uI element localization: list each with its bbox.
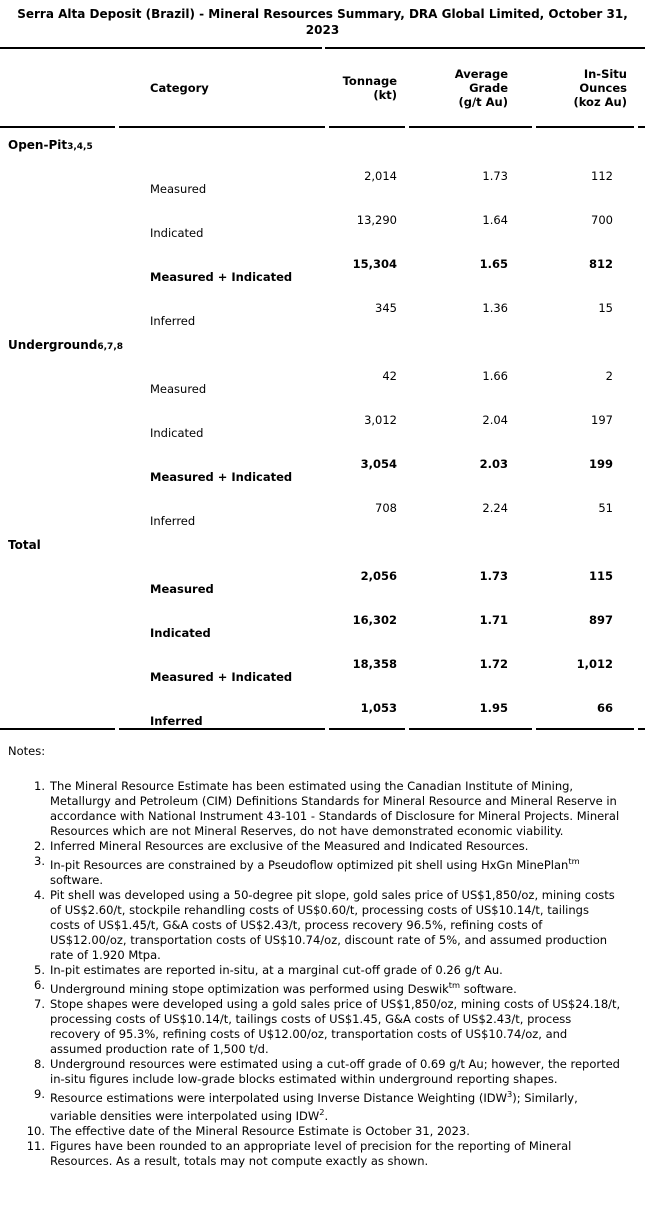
header-tonnage-line1: Tonnage: [342, 73, 397, 88]
note-item: [0, 839, 645, 854]
tonnage-cell: 13,290: [356, 213, 397, 227]
tonnage-cell: 18,358: [352, 657, 397, 671]
tonnage-cell: 345: [375, 301, 397, 315]
row-spacer: [0, 484, 115, 528]
note-text: In-pit estimates are reported in-situ, at a marginal cut-off grade of 0.26 g/t Au.: [50, 962, 503, 977]
note-item: [0, 1087, 645, 1125]
category-cell: Measured + Indicated: [150, 470, 293, 484]
ounces-cell: 115: [588, 569, 613, 583]
note-number: 10.: [26, 1124, 45, 1139]
table-row: [0, 352, 645, 396]
header-grade-line2: Grade: [469, 80, 508, 95]
row-spacer: [0, 152, 115, 196]
ounces-cell: 1,012: [576, 657, 613, 671]
grade-cell: 2.24: [482, 501, 508, 515]
note-text: Underground resources were estimated using a cut-off grade of 0.69 g/t Au; however, the reported in-situ figures include low-grade blocks estimated within underground reporting shapes.: [50, 1056, 620, 1086]
tonnage-cell: 1,053: [360, 701, 397, 715]
header-category: [115, 49, 325, 126]
grade-cell: 1.73: [479, 569, 508, 583]
notes-section: [0, 744, 645, 1169]
rule-segment: [536, 126, 634, 128]
notes-label: Notes:: [8, 744, 46, 758]
tonnage-cell: 708: [375, 501, 397, 515]
note-text: Pit shell was developed using a 50-degree pit slope, gold sales price of US$1,850/oz, mining costs of US$2.60/t, stockpile rehandling costs of US$0.60/t, processing costs of US$10.14/t, tailings costs of US$1.45/t, G&A costs of US$2.43/t, process recovery 96.5%, refining costs of US$12.00/oz, transportation costs of US$10.74/oz, discount rate of 5%, and assumed production rate of 1.920 Mtpa.: [50, 887, 615, 962]
section-label: Underground 6,7,8: [8, 338, 123, 352]
ounces-cell: 2: [605, 369, 613, 383]
rule-segment: [119, 126, 325, 128]
note-text: The effective date of the Mineral Resource Estimate is October 31, 2023.: [50, 1124, 470, 1139]
category-cell: Measured: [150, 582, 214, 596]
tonnage-cell: 15,304: [352, 257, 397, 271]
category-cell: Measured: [150, 182, 207, 196]
ounces-cell: 897: [588, 613, 613, 627]
header-spacer: [0, 49, 115, 126]
header-tonnage: [325, 49, 405, 126]
table-row: [0, 596, 645, 640]
header-category-label: Category: [150, 80, 209, 95]
category-cell: Inferred: [150, 714, 203, 728]
ounces-cell: 51: [598, 501, 613, 515]
header-tonnage-line2: (kt): [373, 87, 397, 102]
row-spacer: [0, 352, 115, 396]
ounces-cell: 112: [591, 169, 613, 183]
category-cell: Measured: [150, 382, 207, 396]
category-cell: Inferred: [150, 514, 196, 528]
rule-segment: [638, 126, 645, 128]
row-spacer: [0, 284, 115, 328]
ounces-cell: 66: [596, 701, 613, 715]
note-number: 9.: [34, 1086, 45, 1101]
header-ounces-line3: (koz Au): [573, 94, 627, 109]
header-ounces-line2: Ounces: [579, 80, 627, 95]
rule-segment: [119, 728, 325, 730]
rule-segment: [638, 728, 645, 730]
grade-cell: 2.04: [482, 413, 508, 427]
grade-cell: 1.71: [479, 613, 508, 627]
note-number: 4.: [34, 887, 45, 902]
table-row: [0, 240, 645, 284]
note-number: 11.: [26, 1139, 45, 1154]
note-number: 3.: [34, 854, 45, 868]
row-spacer: [0, 640, 115, 684]
note-text: In-pit Resources are constrained by a Pseudoflow optimized pit shell using HxGn MinePlan$^{tm}$ software.: [50, 856, 580, 887]
grade-cell: 1.64: [482, 213, 508, 227]
tonnage-cell: 2,014: [364, 169, 397, 183]
ounces-cell: 15: [598, 301, 613, 315]
note-number: 8.: [34, 1056, 45, 1071]
note-number: 7.: [34, 996, 45, 1011]
row-spacer: [0, 552, 115, 596]
note-number: 6.: [34, 977, 45, 992]
tonnage-cell: 3,054: [360, 457, 397, 471]
header-grade: [405, 49, 532, 126]
table-header-row: [0, 49, 645, 126]
rule-segment: [409, 728, 532, 730]
table-row: [0, 284, 645, 328]
grade-cell: 1.65: [479, 257, 508, 271]
header-ounces-line1: In-Situ: [583, 66, 627, 81]
note-text: Resource estimations were interpolated using Inverse Distance Weighting (IDW$^3$); Similarly, variable densities were interpolated using IDW$^2$.: [50, 1088, 578, 1124]
note-text: Figures have been rounded to an appropriate level of precision for the reporting of Mineral Resources. As a result, totals may not compute exactly as shown.: [50, 1139, 572, 1169]
note-item: [0, 978, 645, 997]
note-item: [0, 997, 645, 1057]
table-row: [0, 196, 645, 240]
note-item: [0, 1124, 645, 1139]
table-row: [0, 440, 645, 484]
grade-cell: 1.95: [479, 701, 508, 715]
ounces-cell: 199: [588, 457, 613, 471]
note-item: [0, 779, 645, 839]
ounces-cell: 700: [591, 213, 613, 227]
rule-segment: [409, 126, 532, 128]
row-spacer: [0, 196, 115, 240]
note-text: The Mineral Resource Estimate has been estimated using the Canadian Institute of Mining, Metallurgy and Petroleum (CIM) Definitions Standards for Mineral Resource and Mineral Reserve in accordance with National Instrument 43-101 - Standards of Disclosure for Mineral Projects. Mineral Resources which are not Mineral Reserves, do not have demonstrated economic viability.: [50, 779, 620, 838]
rule-segment: [329, 728, 405, 730]
section-label: Open-Pit 3,4,5: [8, 138, 93, 152]
note-number: 2.: [34, 839, 45, 853]
page-title: Serra Alta Deposit (Brazil) - Mineral Resources Summary, DRA Global Limited, October 31, 2023: [17, 7, 628, 37]
tonnage-cell: 3,012: [364, 413, 397, 427]
note-item: [0, 888, 645, 963]
row-spacer: [0, 240, 115, 284]
ounces-cell: 197: [591, 413, 613, 427]
table-row: [0, 396, 645, 440]
table-body: [0, 128, 645, 728]
table-bottom-rule: [0, 728, 645, 730]
row-spacer: [0, 596, 115, 640]
row-spacer: [0, 684, 115, 728]
section-label: Total: [8, 538, 41, 552]
note-item: [0, 854, 645, 888]
tonnage-cell: 16,302: [352, 613, 397, 627]
note-item: [0, 1139, 645, 1169]
row-spacer: [0, 396, 115, 440]
grade-cell: 1.72: [479, 657, 508, 671]
rule-segment: [0, 728, 115, 730]
table-row: [0, 484, 645, 528]
note-text: Inferred Mineral Resources are exclusive of the Measured and Indicated Resources.: [50, 839, 529, 853]
category-cell: Inferred: [150, 314, 196, 328]
table-row: [0, 640, 645, 684]
grade-cell: 1.36: [482, 301, 508, 315]
note-text: Underground mining stope optimization was performed using Deswik$^{tm}$ software.: [50, 979, 517, 996]
category-cell: Indicated: [150, 226, 204, 240]
ounces-cell: 812: [588, 257, 613, 271]
header-grade-line1: Average: [454, 66, 508, 81]
category-cell: Indicated: [150, 626, 211, 640]
table-row: [0, 152, 645, 196]
header-ounces: [532, 49, 634, 126]
rule-segment: [536, 728, 634, 730]
category-cell: Measured + Indicated: [150, 670, 293, 684]
category-cell: Measured + Indicated: [150, 270, 293, 284]
grade-cell: 2.03: [479, 457, 508, 471]
note-text: Stope shapes were developed using a gold sales price of US$1,850/oz, mining costs of US$24.18/t, processing costs of US$10.14/t, tailings costs of US$1.45, G&A costs of US$2.43/t, process recovery of 95.3%, refining costs of U$12.00/oz, transportation costs of US$10.74/oz, and assumed production rate of 1,500 t/d.: [50, 996, 621, 1056]
header-underline: [0, 126, 645, 128]
category-cell: Indicated: [150, 426, 204, 440]
rule-segment: [329, 126, 405, 128]
grade-cell: 1.66: [482, 369, 508, 383]
note-number: 5.: [34, 962, 45, 977]
tonnage-cell: 2,056: [360, 569, 397, 583]
rule-segment: [0, 126, 115, 128]
header-grade-line3: (g/t Au): [458, 94, 508, 109]
table-row: [0, 684, 645, 728]
note-item: [0, 1057, 645, 1087]
note-number: 1.: [34, 779, 45, 793]
grade-cell: 1.73: [482, 169, 508, 183]
row-spacer: [0, 440, 115, 484]
tonnage-cell: 42: [382, 369, 397, 383]
notes-list: [0, 779, 645, 1169]
table-row: [0, 552, 645, 596]
note-item: [0, 963, 645, 978]
